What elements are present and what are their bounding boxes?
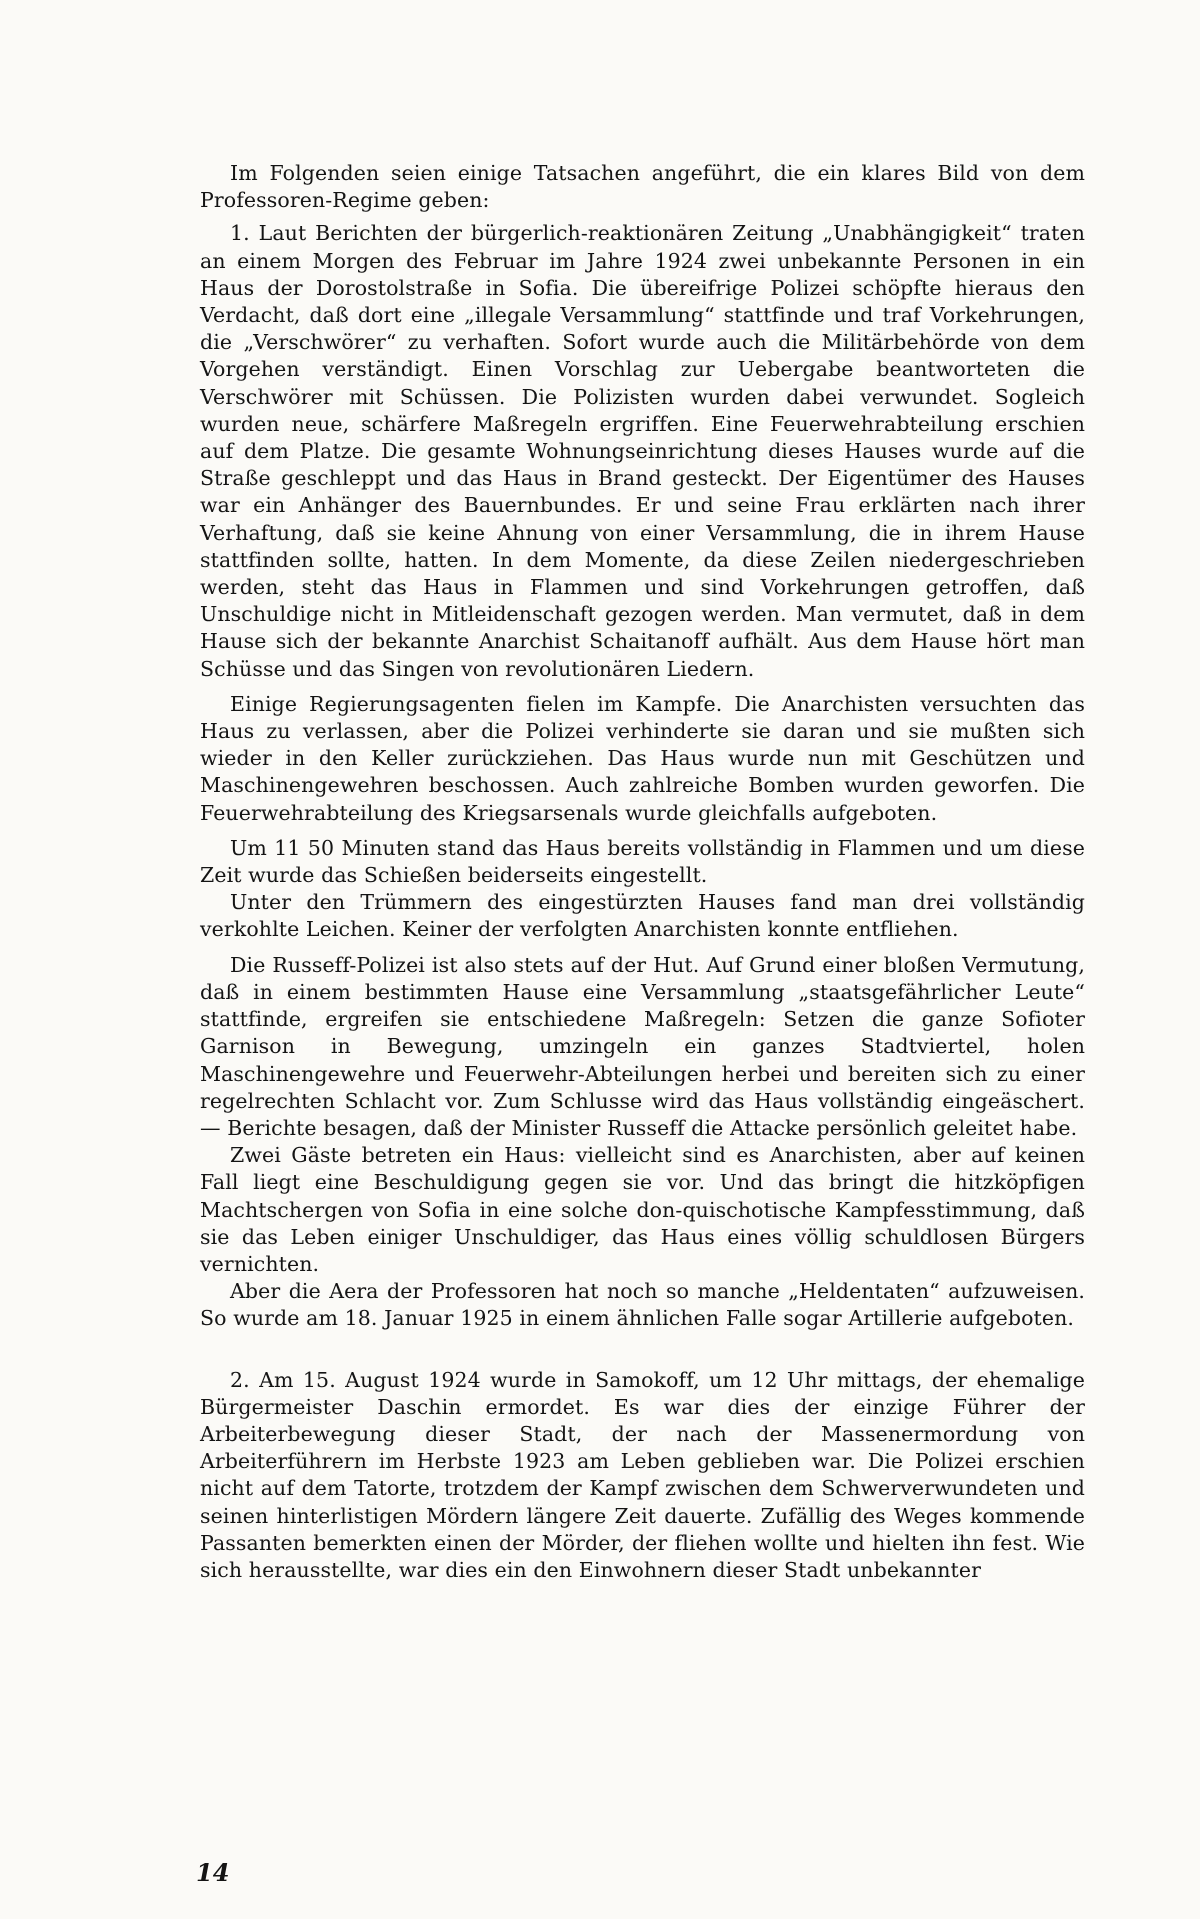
paragraph-professors: Aber die Aera der Professoren hat noch so manche „Heldentaten“ aufzuweisen. So wurde am 18. Januar 1925 in einem ähnlichen Falle sogar Artillerie aufgeboten. bbox=[200, 1279, 1085, 1331]
document-page bbox=[200, 160, 1085, 1860]
paragraph-police: Die Russeff-Polizei ist also stets auf der Hut. Auf Grund einer bloßen Vermutung, daß in einem bestimmten Hause eine Versammlung „staatsgefährlicher Leute“ stattfinde, ergreifen sie entschiedene Maßregeln: Setzen die ganze Sofioter Garnison in Bewegung, umzingeln ein ganzes Stadtviertel, holen Maschinengewehre und Feuerwehr-Abteilungen herbei und bereiten sich zu einer regelrechten Schlacht vor. Zum Schlusse wird das Haus vollständig eingeäschert. — Berichte besagen, daß der Minister Russeff die Attacke persönlich geleitet habe. bbox=[200, 952, 1085, 1140]
paragraph-time: Um 11 50 Minuten stand das Haus bereits vollständig in Flammen und um diese Zeit wurde das Schießen beiderseits eingestellt. bbox=[200, 835, 1085, 888]
paragraph-guests: Zwei Gäste betreten ein Haus: vielleicht sind es Anarchisten, aber auf keinen Fall liegt eine Beschuldigung gegen sie vor. Und das bringt die hitzköpfigen Machtschergen von Sofia in eine solche don-quischotische Kampfesstimmung, daß sie das Leben einiger Unschuldiger, das Haus eines völlig schuldlosen Bürgers vernichten. bbox=[200, 1143, 1085, 1276]
page-number: 14 bbox=[196, 1858, 230, 1887]
paragraph-case-1: 1. Laut Berichten der bürgerlich-reaktionären Zeitung „Unabhängigkeit“ traten an einem Morgen des Februar im Jahre 1924 zwei unbekannte Personen in ein Haus der Dorostolstraße in Sofia. Die übereifrige Polizei schöpfte hieraus den Verdacht, daß dort eine „illegale Versammlung“ stattfinde und traf Vorkehrungen, die „Verschwörer“ zu verhaften. Sofort wurde auch die Militärbehörde von dem Vorgehen verständigt. Einen Vorschlag zur Uebergabe beantworteten die Verschwörer mit Schüssen. Die Polizisten wurden dabei verwundet. Sogleich wurden neue, schärfere Maßregeln ergriffen. Eine Feuerwehrabteilung erschien auf dem Platze. Die gesamte Wohnungseinrichtung dieses Hauses wurde auf die Straße geschleppt und das Haus in Brand gesteckt. Der Eigentümer des Hauses war ein Anhänger des Bauernbundes. Er und seine Frau erklärten nach ihrer Verhaftung, daß sie keine Ahnung von einer Versammlung, die in ihrem Hause stattfinden sollte, hatten. In dem Momente, da diese Zeilen niedergeschrieben werden, steht das Haus in Flammen und sind Vorkehrungen getroffen, daß Unschuldige nicht in Mitleidenschaft gezogen werden. Man vermutet, daß in dem Hause sich der bekannte Anarchist Schaitanoff aufhält. Aus dem Hause hört man Schüsse und das Singen von revolutionären Liedern. bbox=[200, 221, 1085, 681]
intro-paragraph: Im Folgenden seien einige Tatsachen angeführt, die ein klares Bild von dem Professoren-Regime geben: bbox=[200, 161, 1085, 213]
paragraph-fight: Einige Regierungsagenten fielen im Kampfe. Die Anarchisten versuchten das Haus zu verlassen, aber die Polizei verhinderte sie daran und sie mußten sich wieder in den Keller zurückziehen. Das Haus wurde nun mit Geschützen und Maschinengewehren beschossen. Auch zahlreiche Bomben wurden geworfen. Die Feuerwehrabteilung des Kriegsarsenals wurde gleichfalls aufgeboten. bbox=[200, 691, 1085, 825]
paragraph-ruins: Unter den Trümmern des eingestürzten Hauses fand man drei vollständig verkohlte Leichen. Keiner der verfolgten Anarchisten konnte entfliehen. bbox=[200, 890, 1085, 942]
paragraph-case-2: 2. Am 15. August 1924 wurde in Samokoff, um 12 Uhr mittags, der ehemalige Bürgermeister Daschin ermordet. Es war dies der einzige Führer der Arbeiterbewegung dieser Stadt, der nach der Massenermordung von Arbeiterführern im Herbste 1923 am Leben geblieben war. Die Polizei erschien nicht auf dem Tatorte, trotzdem der Kampf zwischen dem Schwerverwundeten und seinen hinterlistigen Mördern längere Zeit dauerte. Zufällig des Weges kommende Passanten bemerkten einen der Mörder, der fliehen wollte und hielten ihn fest. Wie sich herausstellte, war dies ein den Einwohnern dieser Stadt unbekannter bbox=[200, 1367, 1085, 1582]
